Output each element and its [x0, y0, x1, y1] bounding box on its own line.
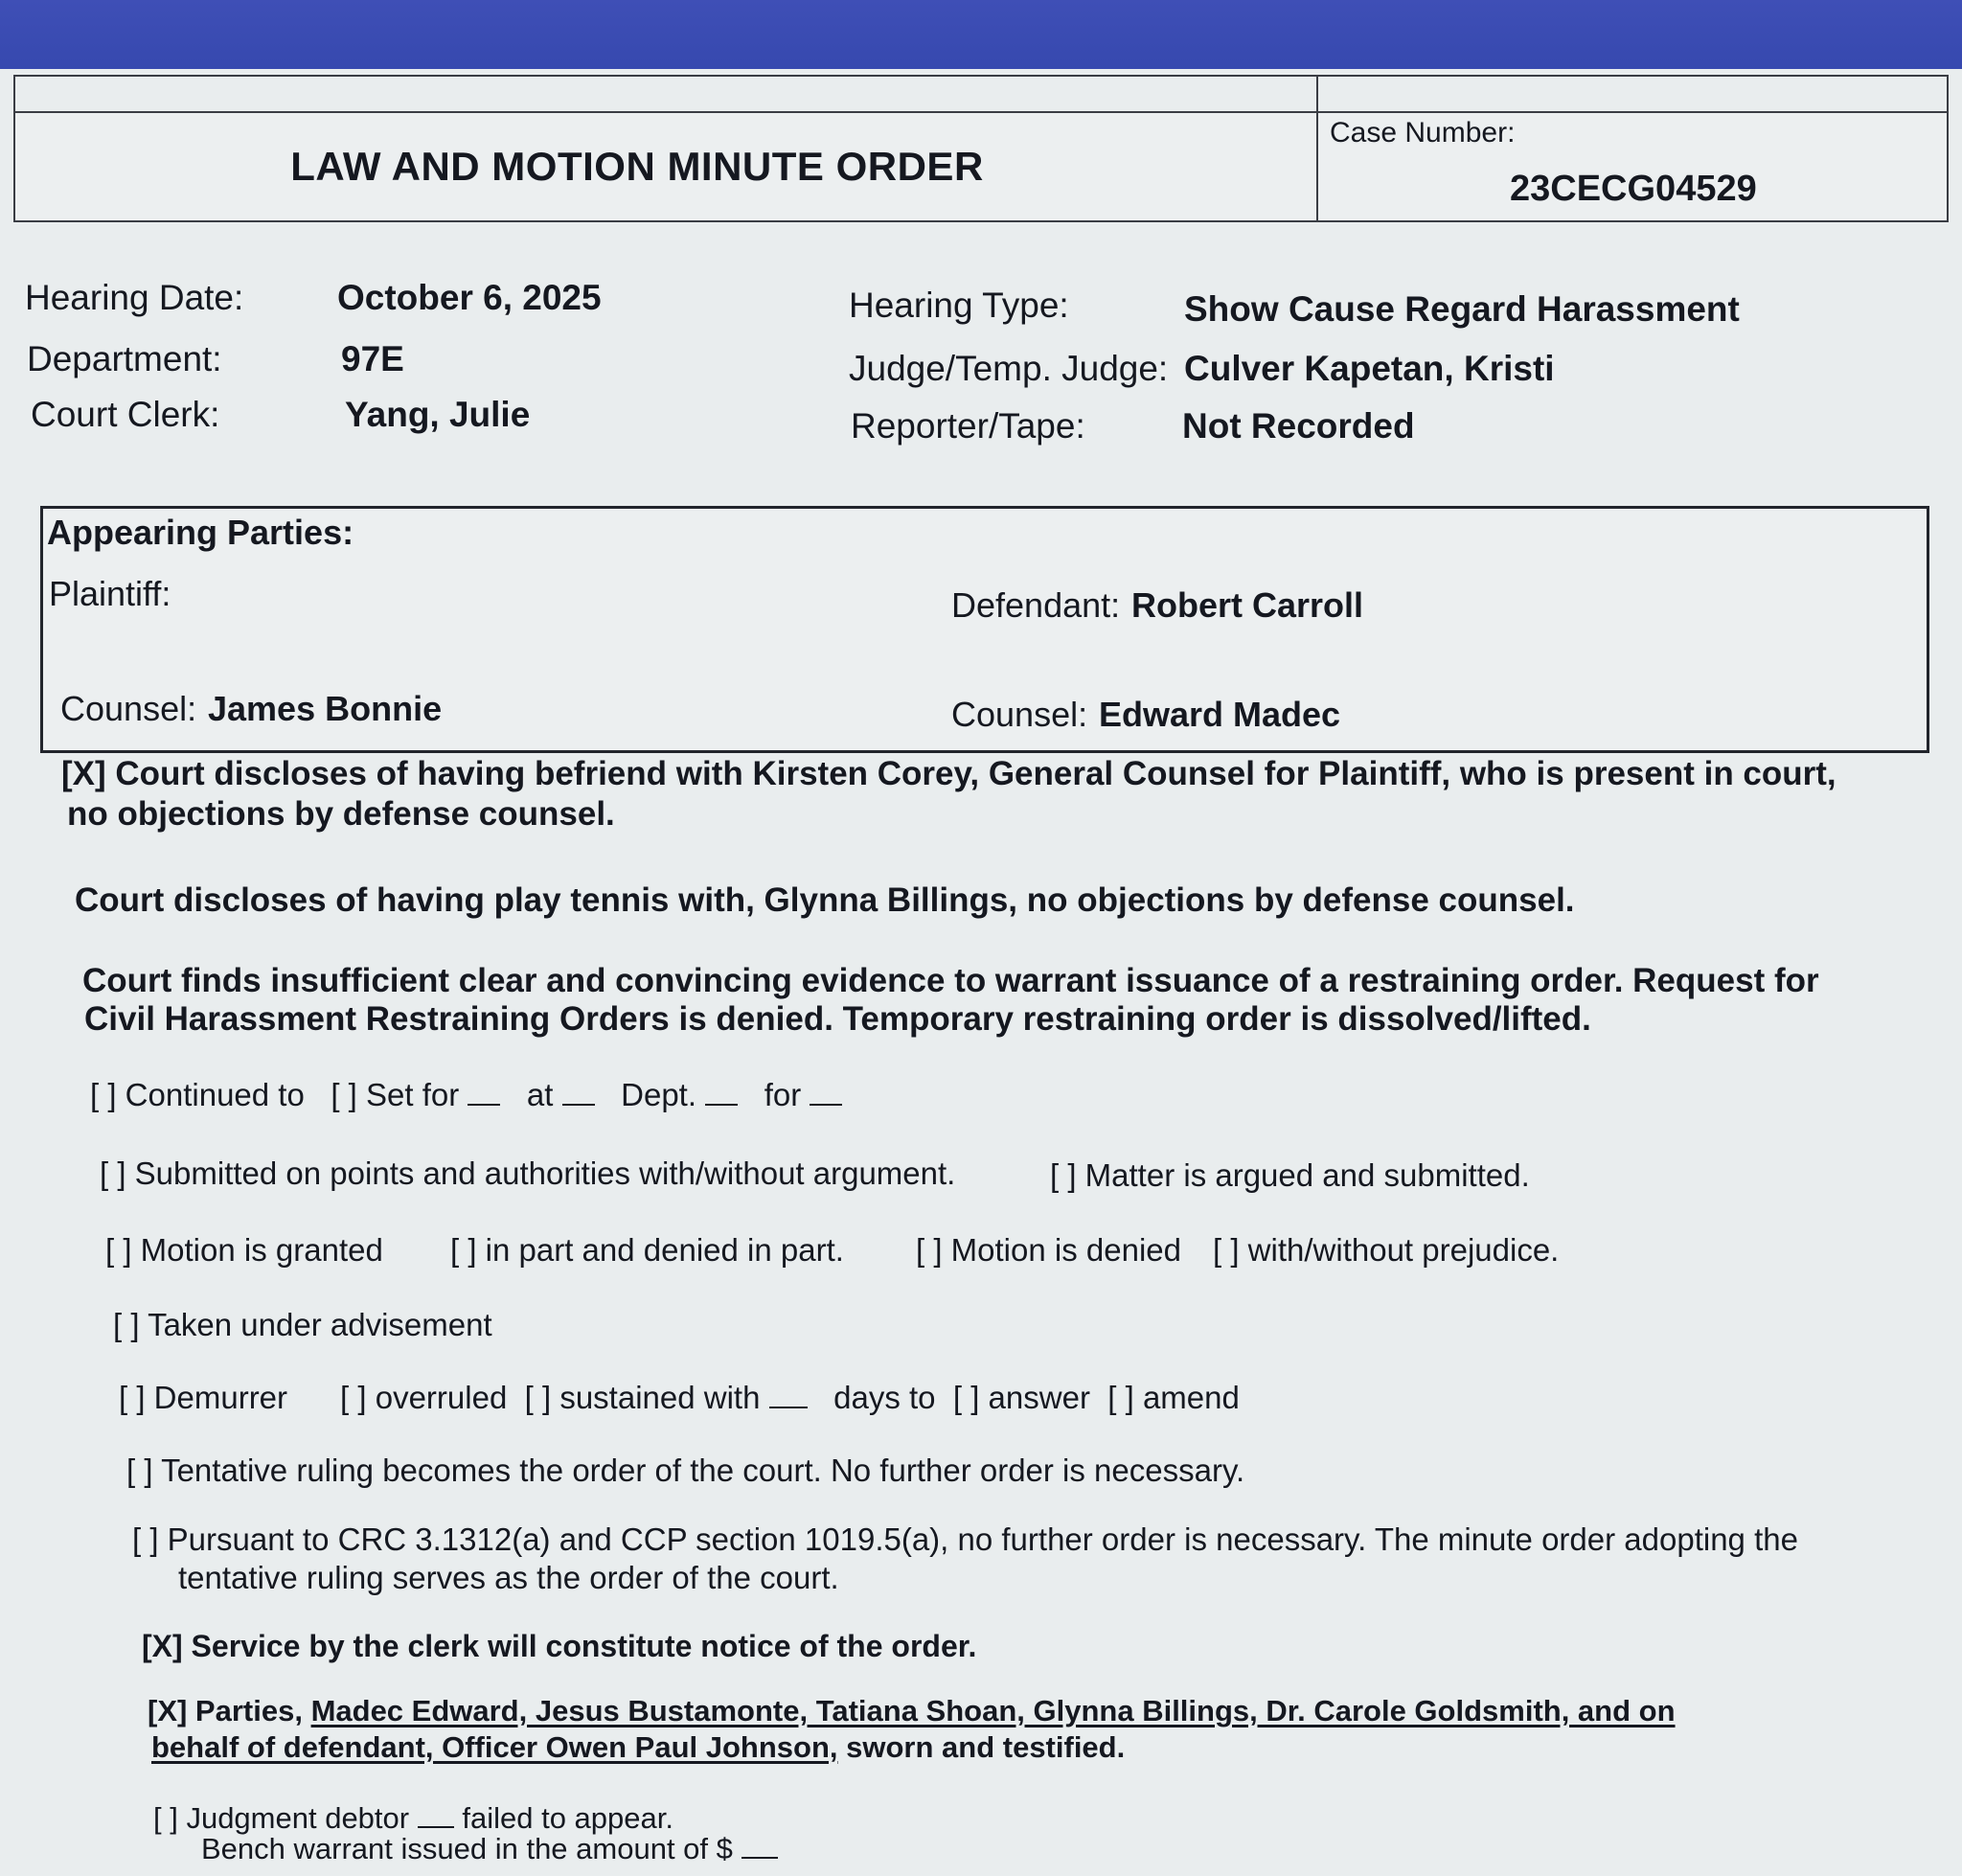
- motion-denied-option: [ ] Motion is denied: [916, 1232, 1181, 1268]
- reporter-value: Not Recorded: [1182, 406, 1415, 446]
- continued-option: [ ] Continued to: [90, 1077, 305, 1112]
- bench-warrant-line: [201, 1832, 778, 1866]
- demurrer-line: [119, 1380, 1240, 1416]
- sworn-parties-names-1: Madec Edward, Jesus Bustamonte, Tatiana Shoan, Glynna Billings, Dr. Carole Goldsmith, and on: [310, 1694, 1676, 1727]
- defendant-counsel-name: Edward Madec: [1099, 695, 1341, 734]
- sworn-parties-line-2: [151, 1730, 1125, 1765]
- sworn-parties-prefix: [X] Parties,: [148, 1694, 311, 1727]
- hearing-date-value: October 6, 2025: [337, 278, 602, 317]
- overruled-option: [ ] overruled: [340, 1380, 508, 1415]
- department-value: 97E: [341, 339, 404, 378]
- header-box: [13, 111, 1949, 222]
- amend-option: [ ] amend: [1107, 1380, 1240, 1415]
- finding-line-1: Court finds insufficient clear and convincing evidence to warrant issuance of a restraining order. Request for: [82, 962, 1819, 999]
- disclosure-1-line-2: no objections by defense counsel.: [67, 795, 615, 833]
- demurrer-option: [ ] Demurrer: [119, 1380, 288, 1415]
- advisement-option: [ ] Taken under advisement: [113, 1307, 492, 1342]
- prejudice-option: [ ] with/without prejudice.: [1213, 1232, 1560, 1268]
- disclosure-1-line-1: [X] Court discloses of having befriend with Kirsten Corey, General Counsel for Plaintiff, who is present in court,: [61, 755, 1837, 792]
- submitted-option: [ ] Submitted on points and authorities with/without argument.: [100, 1155, 956, 1191]
- plaintiff-label: Plaintiff:: [49, 574, 171, 613]
- department-label: Department:: [27, 339, 222, 378]
- hearing-type-label: Hearing Type:: [849, 286, 1069, 325]
- finding-line-2: Civil Harassment Restraining Orders is denied. Temporary restraining order is dissolved/lifted.: [84, 1000, 1591, 1038]
- defendant-counsel-label: Counsel:: [951, 695, 1088, 734]
- header-top-strip: [13, 75, 1949, 113]
- sworn-parties-suffix: sworn and testified.: [837, 1730, 1126, 1764]
- case-number-label: Case Number:: [1330, 117, 1516, 149]
- sustained-option: [ ] sustained with: [524, 1380, 761, 1415]
- document-title: LAW AND MOTION MINUTE ORDER: [290, 144, 984, 189]
- argued-option: [ ] Matter is argued and submitted.: [1050, 1157, 1530, 1193]
- sworn-parties-line-1: [148, 1694, 1676, 1728]
- motion-granted-option: [ ] Motion is granted: [105, 1232, 383, 1268]
- answer-option: [ ] answer: [952, 1380, 1090, 1415]
- pursuant-line-2: tentative ruling serves as the order of the court.: [178, 1560, 839, 1595]
- at-label: at: [526, 1077, 554, 1112]
- in-part-option: [ ] in part and denied in part.: [450, 1232, 844, 1268]
- set-for-option: [ ] Set for: [331, 1077, 460, 1112]
- hearing-type-value: Show Cause Regard Harassment: [1184, 289, 1740, 329]
- court-clerk-label: Court Clerk:: [31, 395, 220, 434]
- bench-warrant-label: Bench warrant issued in the amount of $: [201, 1832, 733, 1865]
- plaintiff-counsel-name: James Bonnie: [208, 689, 443, 728]
- disclosure-2: Court discloses of having play tennis with, Glynna Billings, no objections by defense counsel.: [75, 881, 1575, 919]
- plaintiff-counsel-label: Counsel:: [60, 689, 197, 728]
- sworn-parties-names-2: behalf of defendant, Officer Owen Paul Johnson,: [151, 1730, 838, 1764]
- pursuant-line-1: [ ] Pursuant to CRC 3.1312(a) and CCP section 1019.5(a), no further order is necessary. The minute order adopting the: [132, 1521, 1798, 1557]
- defendant-name: Robert Carroll: [1131, 585, 1364, 625]
- judgment-debtor-line: [153, 1801, 673, 1836]
- hearing-date-label: Hearing Date:: [25, 278, 244, 317]
- appearing-parties-box: [40, 506, 1929, 753]
- for-label: for: [764, 1077, 802, 1112]
- dept-label: Dept.: [621, 1077, 697, 1112]
- appearing-parties-heading: Appearing Parties:: [47, 513, 354, 552]
- judgment-debtor-option: [ ] Judgment debtor: [153, 1801, 410, 1835]
- service-by-clerk: [X] Service by the clerk will constitute notice of the order.: [142, 1629, 977, 1663]
- court-clerk-value: Yang, Julie: [345, 395, 531, 434]
- case-number-cell: [1316, 113, 1947, 220]
- defendant-label: Defendant:: [951, 585, 1121, 625]
- days-to-label: days to: [833, 1380, 936, 1415]
- tentative-ruling-option: [ ] Tentative ruling becomes the order of the court. No further order is necessary.: [126, 1453, 1245, 1488]
- judge-label: Judge/Temp. Judge:: [849, 349, 1169, 388]
- case-number-value: 23CECG04529: [1510, 169, 1757, 209]
- failed-to-appear-label: failed to appear.: [462, 1801, 673, 1835]
- continued-line: [90, 1077, 842, 1113]
- reporter-label: Reporter/Tape:: [851, 406, 1085, 446]
- judge-value: Culver Kapetan, Kristi: [1184, 349, 1555, 388]
